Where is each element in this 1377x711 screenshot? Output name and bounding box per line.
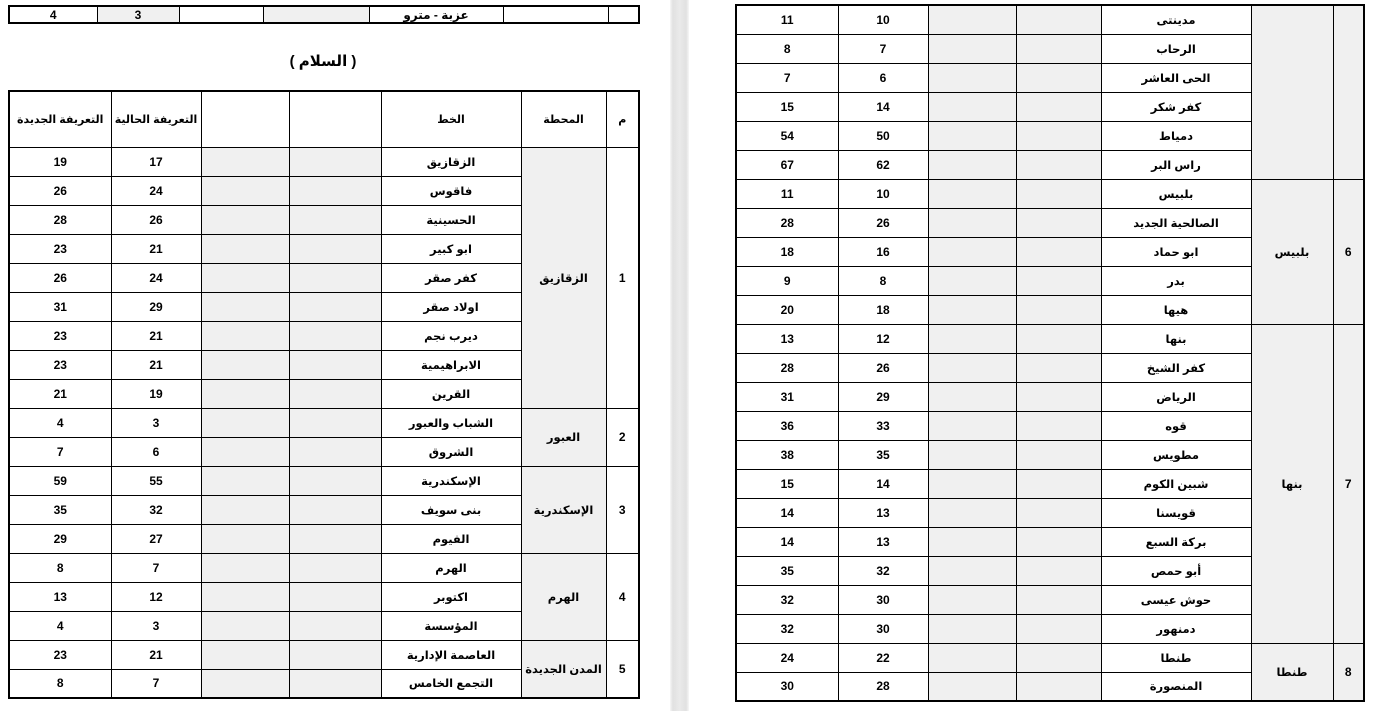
new-fare-cell: 23 <box>9 640 111 669</box>
current-fare-cell: 3 <box>111 611 201 640</box>
empty-cell <box>289 437 381 466</box>
empty-cell <box>201 582 289 611</box>
empty-cell <box>1016 614 1101 643</box>
line-name-cell: فاقوس <box>381 176 521 205</box>
table-row <box>9 553 639 582</box>
empty-cell <box>928 527 1016 556</box>
new-fare-cell: 35 <box>9 495 111 524</box>
empty-cell <box>1016 498 1101 527</box>
empty-cell <box>928 92 1016 121</box>
line-name-cell: الشروق <box>381 437 521 466</box>
empty-cell <box>928 614 1016 643</box>
empty-cell <box>289 321 381 350</box>
current-fare-cell: 29 <box>838 382 928 411</box>
current-fare-cell: 7 <box>838 34 928 63</box>
top-header-empty-cell <box>608 6 639 23</box>
current-fare-cell: 21 <box>111 640 201 669</box>
empty-cell <box>928 295 1016 324</box>
current-fare-cell: 17 <box>111 147 201 176</box>
new-fare-cell: 20 <box>736 295 838 324</box>
line-name-cell: دمنهور <box>1101 614 1251 643</box>
empty-cell <box>928 150 1016 179</box>
new-fare-cell: 19 <box>9 147 111 176</box>
new-fare-cell: 18 <box>736 237 838 266</box>
new-fare-cell: 13 <box>9 582 111 611</box>
new-fare-cell: 13 <box>736 324 838 353</box>
empty-cell <box>1016 672 1101 701</box>
empty-cell <box>1016 150 1101 179</box>
current-fare-cell: 26 <box>838 208 928 237</box>
empty-cell <box>928 63 1016 92</box>
empty-cell <box>928 324 1016 353</box>
new-fare-cell: 54 <box>736 121 838 150</box>
line-name-cell: الحسينية <box>381 205 521 234</box>
line-name-cell: ابو كبير <box>381 234 521 263</box>
top-header-empty-cell <box>263 6 369 23</box>
empty-cell <box>928 5 1016 34</box>
line-name-cell: شبين الكوم <box>1101 469 1251 498</box>
empty-cell <box>928 208 1016 237</box>
empty-cell <box>289 147 381 176</box>
empty-cell <box>928 266 1016 295</box>
empty-cell <box>289 379 381 408</box>
empty-cell <box>201 553 289 582</box>
top-header-cell: 4 <box>9 6 97 23</box>
row-number-cell <box>1333 5 1364 179</box>
empty-cell <box>1016 208 1101 237</box>
table-row <box>9 466 639 495</box>
empty-cell <box>289 350 381 379</box>
line-name-cell: الرياض <box>1101 382 1251 411</box>
empty-cell <box>1016 92 1101 121</box>
current-fare-cell: 33 <box>838 411 928 440</box>
new-fare-cell: 36 <box>736 411 838 440</box>
new-fare-cell: 15 <box>736 469 838 498</box>
line-name-cell: دمياط <box>1101 121 1251 150</box>
empty-cell <box>201 205 289 234</box>
header-new-fare: التعريفة الجديدة <box>9 91 111 147</box>
current-fare-cell: 24 <box>111 263 201 292</box>
empty-cell <box>201 379 289 408</box>
current-fare-cell: 30 <box>838 585 928 614</box>
current-fare-cell: 21 <box>111 350 201 379</box>
empty-cell <box>201 524 289 553</box>
empty-cell <box>1016 5 1101 34</box>
station-group-cell: بنها <box>1251 324 1333 643</box>
current-fare-cell: 13 <box>838 527 928 556</box>
empty-cell <box>928 353 1016 382</box>
empty-cell <box>201 147 289 176</box>
line-name-cell: بدر <box>1101 266 1251 295</box>
line-name-cell: العاصمة الإدارية <box>381 640 521 669</box>
empty-cell <box>928 34 1016 63</box>
empty-cell <box>1016 237 1101 266</box>
current-fare-cell: 12 <box>838 324 928 353</box>
new-fare-cell: 21 <box>9 379 111 408</box>
line-name-cell: هيها <box>1101 295 1251 324</box>
empty-cell <box>289 495 381 524</box>
line-name-cell: بلبيس <box>1101 179 1251 208</box>
empty-cell <box>928 498 1016 527</box>
line-name-cell: الفيوم <box>381 524 521 553</box>
empty-cell <box>289 669 381 698</box>
current-fare-cell: 32 <box>838 556 928 585</box>
new-fare-cell: 28 <box>9 205 111 234</box>
current-fare-cell: 13 <box>838 498 928 527</box>
top-header-empty-cell <box>179 6 263 23</box>
new-fare-cell: 28 <box>736 353 838 382</box>
line-name-cell: مدينتى <box>1101 5 1251 34</box>
new-fare-cell: 59 <box>9 466 111 495</box>
new-fare-cell: 9 <box>736 266 838 295</box>
current-fare-cell: 6 <box>838 63 928 92</box>
line-name-cell: المؤسسة <box>381 611 521 640</box>
current-fare-cell: 35 <box>838 440 928 469</box>
line-name-cell: حوش عيسى <box>1101 585 1251 614</box>
empty-cell <box>201 350 289 379</box>
header-line: الخط <box>381 91 521 147</box>
empty-cell <box>928 556 1016 585</box>
empty-cell <box>928 585 1016 614</box>
new-fare-cell: 11 <box>736 5 838 34</box>
row-number-cell: 6 <box>1333 179 1364 324</box>
header-station: المحطة <box>521 91 606 147</box>
row-number-cell: 1 <box>606 147 639 408</box>
new-fare-cell: 11 <box>736 179 838 208</box>
table-row <box>9 147 639 176</box>
empty-cell <box>201 234 289 263</box>
empty-cell <box>928 411 1016 440</box>
line-name-cell: ابو حماد <box>1101 237 1251 266</box>
table-row <box>9 640 639 669</box>
fare-table-right <box>735 4 1365 702</box>
empty-cell <box>201 495 289 524</box>
line-name-cell: ديرب نجم <box>381 321 521 350</box>
current-fare-cell: 7 <box>111 553 201 582</box>
empty-cell <box>928 382 1016 411</box>
current-fare-cell: 7 <box>111 669 201 698</box>
empty-cell <box>289 292 381 321</box>
top-header-cell: عزبة - مترو <box>369 6 503 23</box>
line-name-cell: الحى العاشر <box>1101 63 1251 92</box>
station-group-cell <box>1251 5 1333 179</box>
empty-cell <box>1016 411 1101 440</box>
empty-cell <box>201 437 289 466</box>
top-header-empty-cell <box>503 6 608 23</box>
row-number-cell: 8 <box>1333 643 1364 701</box>
empty-cell <box>289 524 381 553</box>
current-fare-cell: 21 <box>111 321 201 350</box>
empty-cell <box>289 234 381 263</box>
current-fare-cell: 30 <box>838 614 928 643</box>
new-fare-cell: 38 <box>736 440 838 469</box>
table-row <box>9 408 639 437</box>
table-header-row <box>9 91 639 147</box>
new-fare-cell: 23 <box>9 350 111 379</box>
row-number-cell: 2 <box>606 408 639 466</box>
station-group-cell: الزقازيق <box>521 147 606 408</box>
header-current-fare: التعريفة الحالية <box>111 91 201 147</box>
line-name-cell: الصالحية الجديد <box>1101 208 1251 237</box>
line-name-cell: كفر الشيخ <box>1101 353 1251 382</box>
new-fare-cell: 32 <box>736 585 838 614</box>
station-group-cell: بلبيس <box>1251 179 1333 324</box>
empty-cell <box>201 466 289 495</box>
empty-cell <box>289 553 381 582</box>
line-name-cell: المنصورة <box>1101 672 1251 701</box>
line-name-cell: بركة السبع <box>1101 527 1251 556</box>
line-name-cell: كفر شكر <box>1101 92 1251 121</box>
current-fare-cell: 28 <box>838 672 928 701</box>
empty-cell <box>201 263 289 292</box>
empty-cell <box>1016 527 1101 556</box>
empty-cell <box>201 176 289 205</box>
top-header-table <box>8 5 640 24</box>
new-fare-cell: 24 <box>736 643 838 672</box>
empty-cell <box>1016 121 1101 150</box>
current-fare-cell: 19 <box>111 379 201 408</box>
current-fare-cell: 8 <box>838 266 928 295</box>
empty-cell <box>1016 643 1101 672</box>
line-name-cell: الرحاب <box>1101 34 1251 63</box>
current-fare-cell: 27 <box>111 524 201 553</box>
new-fare-cell: 26 <box>9 176 111 205</box>
empty-cell <box>928 121 1016 150</box>
new-fare-cell: 26 <box>9 263 111 292</box>
empty-cell <box>928 643 1016 672</box>
current-fare-cell: 16 <box>838 237 928 266</box>
line-name-cell: الهرم <box>381 553 521 582</box>
new-fare-cell: 32 <box>736 614 838 643</box>
line-name-cell: بنى سويف <box>381 495 521 524</box>
current-fare-cell: 26 <box>838 353 928 382</box>
line-name-cell: قوه <box>1101 411 1251 440</box>
station-group-cell: طنطا <box>1251 643 1333 701</box>
empty-cell <box>289 582 381 611</box>
current-fare-cell: 14 <box>838 469 928 498</box>
line-name-cell: الزقازيق <box>381 147 521 176</box>
new-fare-cell: 15 <box>736 92 838 121</box>
line-name-cell: مطويس <box>1101 440 1251 469</box>
new-fare-cell: 4 <box>9 611 111 640</box>
new-fare-cell: 14 <box>736 527 838 556</box>
current-fare-cell: 10 <box>838 5 928 34</box>
line-name-cell: الابراهيمية <box>381 350 521 379</box>
new-fare-cell: 23 <box>9 321 111 350</box>
header-blank <box>289 91 381 147</box>
empty-cell <box>928 469 1016 498</box>
line-name-cell: الإسكندرية <box>381 466 521 495</box>
current-fare-cell: 55 <box>111 466 201 495</box>
page-title: ( السلام ) <box>289 53 357 70</box>
new-fare-cell: 35 <box>736 556 838 585</box>
current-fare-cell: 29 <box>111 292 201 321</box>
empty-cell <box>289 640 381 669</box>
line-name-cell: طنطا <box>1101 643 1251 672</box>
new-fare-cell: 8 <box>9 553 111 582</box>
line-name-cell: بنها <box>1101 324 1251 353</box>
new-fare-cell: 30 <box>736 672 838 701</box>
empty-cell <box>1016 34 1101 63</box>
empty-cell <box>289 611 381 640</box>
page-gap-divider <box>670 0 689 711</box>
current-fare-cell: 14 <box>838 92 928 121</box>
table-row <box>736 324 1364 353</box>
current-fare-cell: 24 <box>111 176 201 205</box>
empty-cell <box>1016 179 1101 208</box>
current-fare-cell: 22 <box>838 643 928 672</box>
table-row <box>736 5 1364 34</box>
line-name-cell: الشباب والعبور <box>381 408 521 437</box>
new-fare-cell: 8 <box>9 669 111 698</box>
empty-cell <box>201 611 289 640</box>
new-fare-cell: 29 <box>9 524 111 553</box>
current-fare-cell: 6 <box>111 437 201 466</box>
line-name-cell: راس البر <box>1101 150 1251 179</box>
current-fare-cell: 12 <box>111 582 201 611</box>
header-blank <box>201 91 289 147</box>
empty-cell <box>1016 295 1101 324</box>
station-group-cell: العبور <box>521 408 606 466</box>
current-fare-cell: 3 <box>111 408 201 437</box>
empty-cell <box>928 179 1016 208</box>
empty-cell <box>1016 382 1101 411</box>
current-fare-cell: 32 <box>111 495 201 524</box>
row-number-cell: 4 <box>606 553 639 640</box>
line-name-cell: التجمع الخامس <box>381 669 521 698</box>
empty-cell <box>289 466 381 495</box>
table-row <box>736 643 1364 672</box>
empty-cell <box>201 640 289 669</box>
current-fare-cell: 62 <box>838 150 928 179</box>
current-fare-cell: 26 <box>111 205 201 234</box>
row-number-cell: 5 <box>606 640 639 698</box>
fare-table-left <box>8 90 640 699</box>
new-fare-cell: 7 <box>736 63 838 92</box>
new-fare-cell: 31 <box>9 292 111 321</box>
station-group-cell: الإسكندرية <box>521 466 606 553</box>
empty-cell <box>289 176 381 205</box>
current-fare-cell: 50 <box>838 121 928 150</box>
top-header-cell: 3 <box>97 6 179 23</box>
empty-cell <box>201 669 289 698</box>
top-header-row <box>9 6 639 23</box>
row-number-cell: 3 <box>606 466 639 553</box>
new-fare-cell: 4 <box>9 408 111 437</box>
empty-cell <box>201 408 289 437</box>
line-name-cell: قويسنا <box>1101 498 1251 527</box>
station-group-cell: الهرم <box>521 553 606 640</box>
new-fare-cell: 28 <box>736 208 838 237</box>
empty-cell <box>201 321 289 350</box>
empty-cell <box>1016 440 1101 469</box>
header-row-number: م <box>606 91 639 147</box>
empty-cell <box>928 237 1016 266</box>
line-name-cell: اولاد صقر <box>381 292 521 321</box>
new-fare-cell: 23 <box>9 234 111 263</box>
station-group-cell: المدن الجديدة <box>521 640 606 698</box>
empty-cell <box>928 440 1016 469</box>
line-name-cell: كفر صقر <box>381 263 521 292</box>
line-name-cell: أبو حمص <box>1101 556 1251 585</box>
empty-cell <box>201 292 289 321</box>
empty-cell <box>928 672 1016 701</box>
line-name-cell: القرين <box>381 379 521 408</box>
new-fare-cell: 67 <box>736 150 838 179</box>
current-fare-cell: 18 <box>838 295 928 324</box>
empty-cell <box>1016 63 1101 92</box>
empty-cell <box>1016 585 1101 614</box>
empty-cell <box>289 408 381 437</box>
empty-cell <box>1016 266 1101 295</box>
empty-cell <box>1016 556 1101 585</box>
empty-cell <box>289 205 381 234</box>
new-fare-cell: 31 <box>736 382 838 411</box>
table-row <box>736 179 1364 208</box>
new-fare-cell: 14 <box>736 498 838 527</box>
empty-cell <box>1016 353 1101 382</box>
empty-cell <box>1016 469 1101 498</box>
empty-cell <box>1016 324 1101 353</box>
row-number-cell: 7 <box>1333 324 1364 643</box>
new-fare-cell: 8 <box>736 34 838 63</box>
current-fare-cell: 10 <box>838 179 928 208</box>
new-fare-cell: 7 <box>9 437 111 466</box>
current-fare-cell: 21 <box>111 234 201 263</box>
empty-cell <box>289 263 381 292</box>
line-name-cell: اكتوبر <box>381 582 521 611</box>
